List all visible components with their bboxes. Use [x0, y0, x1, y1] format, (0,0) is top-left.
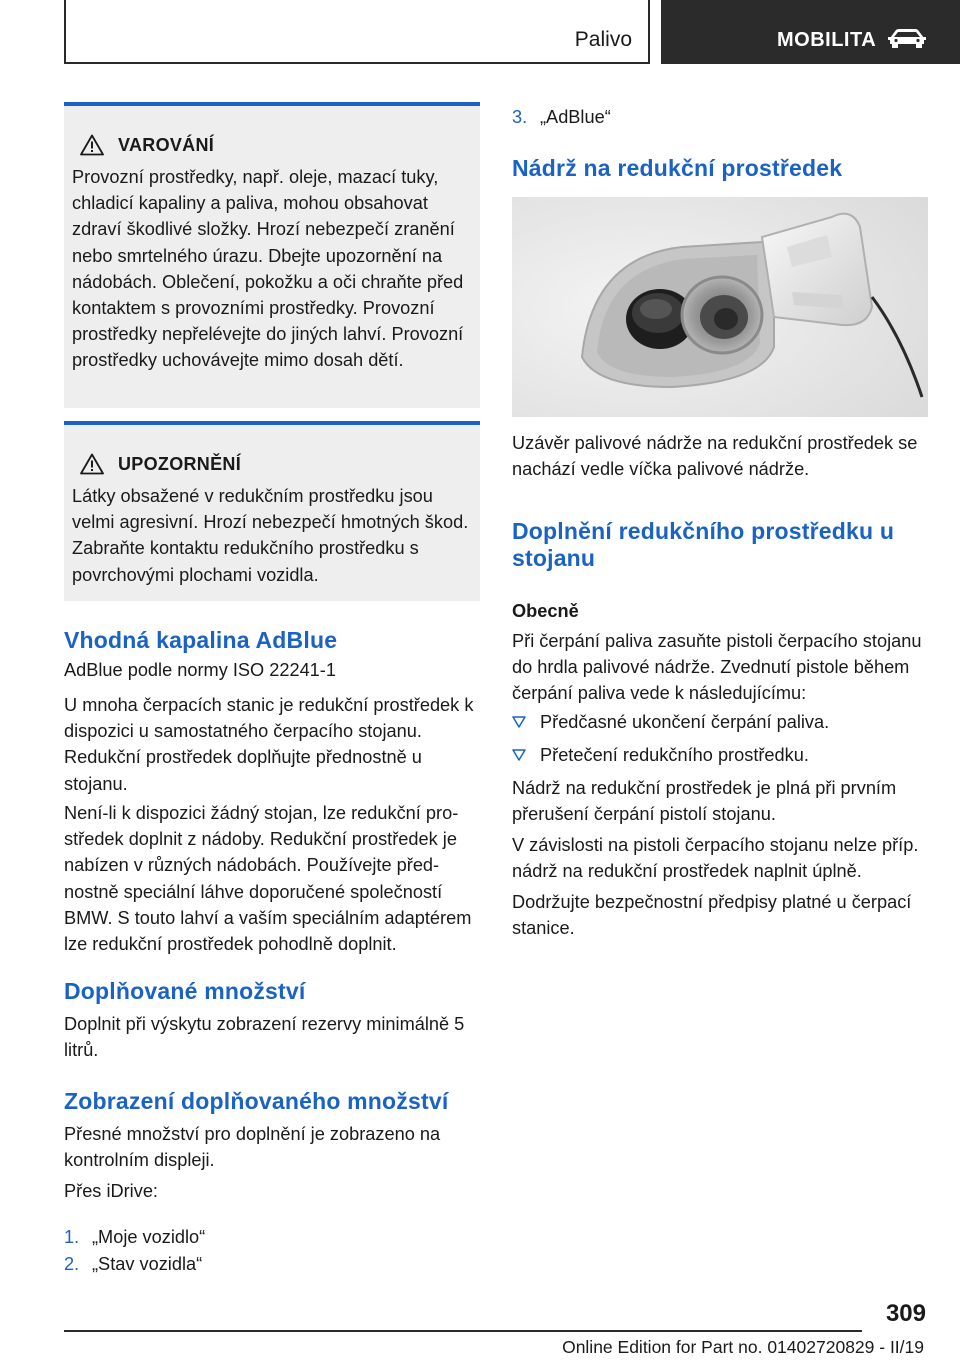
fuel-filler-photo	[512, 197, 928, 417]
caution-title-row	[72, 453, 470, 475]
paragraph-idrive: Přes iDrive:	[64, 1181, 158, 1201]
paragraph-tank-location: Uzávěr palivové nádrže na redukční prostředek se nachází vedle víčka palivové nádrže.	[512, 433, 918, 480]
section-title: Palivo	[574, 28, 632, 51]
list-item: 3. „AdBlue“	[512, 107, 611, 127]
header-frame	[64, 0, 650, 64]
list-item: Předčasné ukončení čerpání paliva.	[512, 709, 930, 735]
heading-reductant-tank: Nádrž na redukční prostředek	[512, 155, 843, 181]
heading-refill-pump: Doplnění redukčního prostředku u stojanu	[512, 518, 895, 571]
car-icon	[887, 26, 927, 48]
paragraph-iso: AdBlue podle normy ISO 22241-1	[64, 660, 336, 680]
heading-adblue-fluid: Vhodná kapalina AdBlue	[64, 627, 338, 653]
page-number: 309	[885, 1300, 926, 1327]
caution-box	[64, 421, 480, 601]
paragraph-not-fully: V závislosti na pistoli čerpacího stojanu nelze příp. nádrž na redukční prostředek naplnit úplně.	[512, 835, 919, 882]
heading-fill-amount: Doplňované množství	[64, 978, 306, 1004]
paragraph-pump-nozzle: Při čerpání paliva zasuňte pistoli čerpacího stojanu do hrdla palivové nádrže. Zvednutí pistole během čerpání paliva vede k následujícímu:	[512, 631, 922, 704]
warning-title-row	[72, 134, 470, 156]
chapter-tab[interactable]	[661, 0, 960, 64]
footer-divider	[64, 1330, 862, 1332]
triangle-bullet-icon	[512, 749, 526, 761]
fuel-filler-illustration	[512, 197, 928, 417]
subheading-general: Obecně	[512, 601, 579, 621]
caution-title: UPOZORNĚNÍ	[118, 453, 242, 474]
list-item: 2. „Stav vozidla“	[64, 1254, 203, 1274]
warning-title: VAROVÁNÍ	[118, 134, 215, 155]
paragraph-containers: Není-li k dispozici žádný stojan, lze redukční prostředek doplnit z nádoby. Redukční prostředek je nabízen v různých nádobách. Používejte přednostně speciální láhve doporučené společností BMW. S touto lahví a vaším speciálním adaptérem lze redukční prostředek pohodlně doplnit.	[64, 803, 472, 955]
list-item: 1. „Moje vozidlo“	[64, 1227, 206, 1247]
warning-triangle-icon	[80, 134, 104, 156]
footer-edition: Online Edition for Part no. 01402720829 - II/19	[562, 1337, 924, 1357]
chapter-label: MOBILITA	[777, 29, 877, 51]
list-item: Přetečení redukčního prostředku.	[512, 742, 930, 768]
heading-amount-display: Zobrazení doplňovaného množství	[64, 1088, 449, 1114]
paragraph-display: Přesné množství pro doplnění je zobrazeno na kontrolním displeji.	[64, 1124, 441, 1171]
caution-text: Látky obsažené v redukčním prostředku jsou velmi agresivní. Hrozí nebezpečí hmotných škod. Zabraňte kontaktu redukčního prostředku s povrchovými plochami vozidla.	[72, 486, 469, 585]
triangle-bullet-icon	[512, 716, 526, 728]
paragraph-reserve: Doplnit při výskytu zobrazení rezervy minimálně 5 litrů.	[64, 1014, 465, 1061]
warning-text: Provozní prostředky, např. oleje, mazací tuky, chladicí kapaliny a paliva, mohou obsahovat zdraví škodlivé složky. Hrozí nebezpečí zranění nebo smrtelného úrazu. Dbejte upozornění na nádobách. Oblečení, pokožku a oči chraňte před kontaktem s provozními prostředky. Provozní prostředky nepřelévejte do jiných lahví. Provozní prostředky uchovávejte mimo dosah dětí.	[72, 167, 464, 371]
paragraph-stations: U mnoha čerpacích stanic je redukční prostředek k dispozici u samostatného čerpacího stojanu. Redukční prostředek doplňujte přednostně u stojanu.	[64, 695, 474, 794]
paragraph-tank-full: Nádrž na redukční prostředek je plná při prvním přerušení čerpání pistolí stojanu.	[512, 778, 897, 825]
warning-box	[64, 102, 480, 408]
warning-triangle-icon	[80, 453, 104, 475]
paragraph-safety: Dodržujte bezpečnostní předpisy platné u čerpací stanice.	[512, 892, 912, 939]
